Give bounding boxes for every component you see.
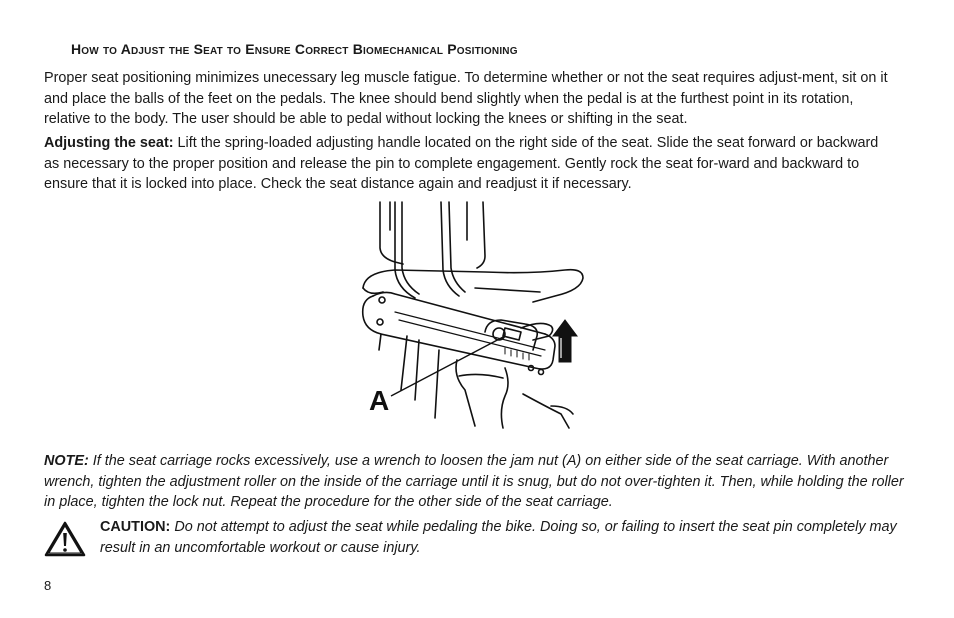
seat-adjustment-figure (355, 200, 595, 432)
note-text: If the seat carriage rocks excessively, use a wrench to loosen the jam nut (A) on either side of the seat carriage. With another wrench, tighten the adjustment roller on the inside of the carriage until it is snug, but do not over-tighten it. Then, while holding the roller in place, tighten the lock nut. Repeat the procedure for the other side of the seat carriage. (44, 453, 904, 510)
adjusting-paragraph (44, 133, 894, 195)
lift-arrow-icon (553, 320, 577, 362)
caution-text: Do not attempt to adjust the seat while pedaling the bike. Doing so, or failing to insert the seat pin completely may result in an uncomfortable workout or cause injury. (100, 519, 897, 556)
intro-paragraph: Proper seat positioning minimizes unecessary leg muscle fatigue. To determine whether or not the seat requires adjust-ment, sit on it and place the balls of the feet on the pedals. The knee should bend slightly when the pedal is at the furthest point in its rotation, relative to the body. The user should be able to pedal without locking the knees or shifting in the seat. (44, 70, 888, 127)
caution-lead: CAUTION: (100, 519, 171, 535)
adjusting-text: Lift the spring-loaded adjusting handle located on the right side of the seat. Slide the seat forward or backward as necessary to the proper position and release the pin to complete engagement. Gently rock the seat for-ward and backward to ensure that it is locked into place. Check the seat distance again and readjust it if necessary. (44, 135, 879, 192)
note-paragraph (44, 451, 904, 513)
section-heading: How to Adjust the Seat to Ensure Correct Biomechanical Positioning (71, 41, 518, 57)
callout-label-a: A (369, 385, 390, 416)
adjusting-lead: Adjusting the seat: (44, 135, 174, 151)
warning-triangle-icon (44, 521, 86, 557)
seat-illustration (355, 200, 595, 432)
page-number: 8 (44, 578, 52, 593)
note-lead: NOTE: (44, 453, 89, 469)
caution-paragraph (100, 517, 900, 558)
